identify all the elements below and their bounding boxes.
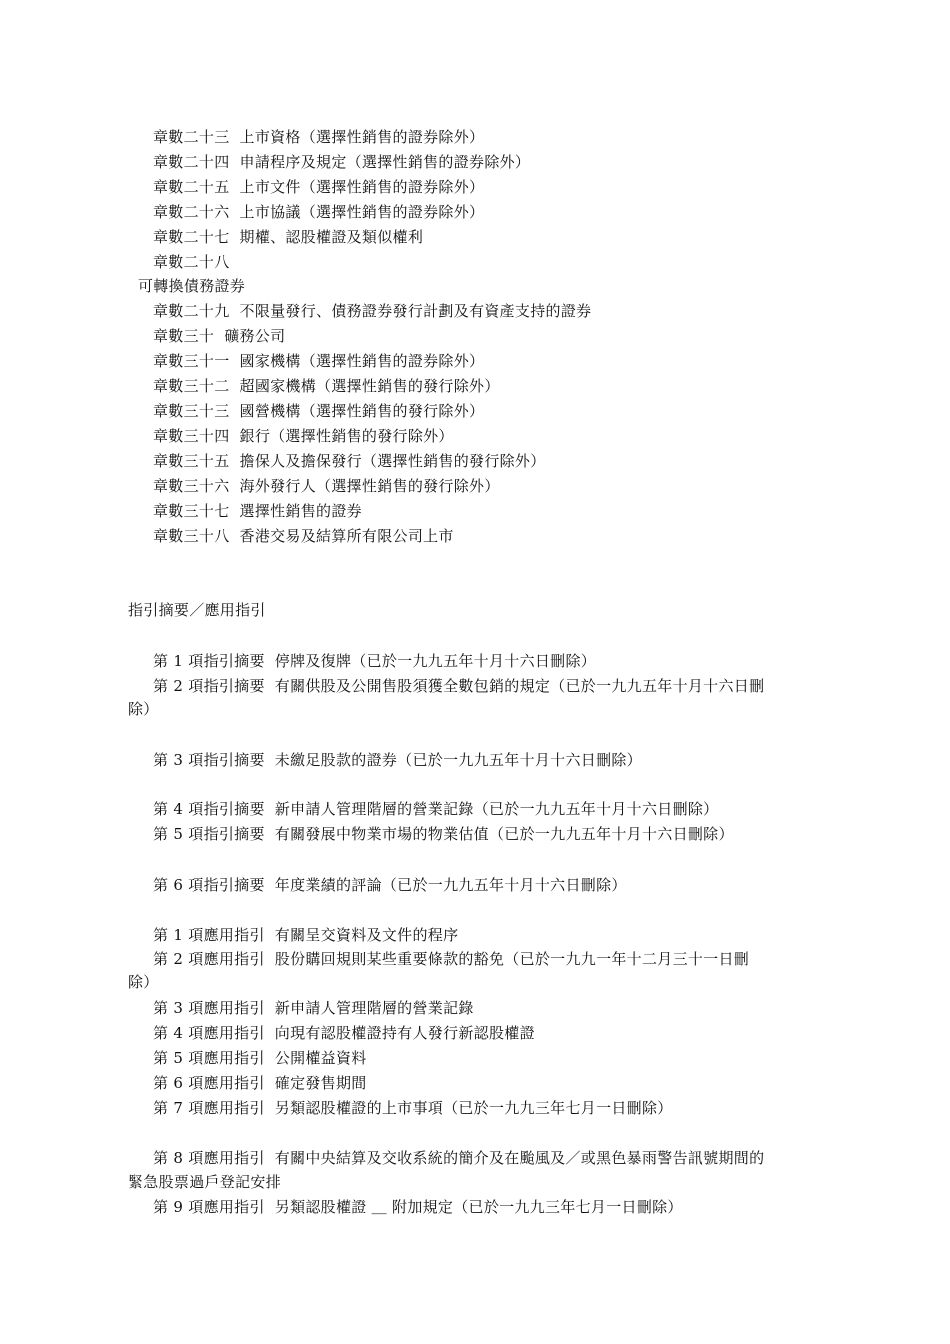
chapter-number: 章數三十七 xyxy=(153,502,230,520)
chapter-number: 章數二十三 xyxy=(153,128,230,146)
chapter-34 xyxy=(153,426,454,446)
chapter-33 xyxy=(153,401,484,421)
chapter-25 xyxy=(153,177,484,197)
item-number: 第 3 項指引摘要 xyxy=(153,751,265,769)
guidance-summary-4 xyxy=(153,799,718,819)
chapter-title: 超國家機構（選擇性銷售的發行除外） xyxy=(239,377,500,395)
chapter-title: 國家機構（選擇性銷售的證券除外） xyxy=(239,352,485,370)
chapter-title: 海外發行人（選擇性銷售的發行除外） xyxy=(239,477,500,495)
item-title: 停牌及復牌（已於一九九五年十月十六日刪除） xyxy=(274,652,597,670)
chapter-29 xyxy=(153,301,591,321)
guidance-summary-2 xyxy=(153,676,764,696)
item-number: 第 1 項應用指引 xyxy=(153,926,265,944)
item-title: 確定發售期間 xyxy=(274,1074,367,1092)
guidance-summary-5 xyxy=(153,824,734,844)
chapter-38 xyxy=(153,526,454,546)
item-number: 第 5 項應用指引 xyxy=(153,1049,265,1067)
practice-note-4 xyxy=(153,1023,535,1043)
chapter-number: 章數三十六 xyxy=(153,477,230,495)
chapter-title: 期權、認股權證及類似權利 xyxy=(239,228,424,246)
item-title: 新申請人管理階層的營業記錄 xyxy=(274,999,474,1017)
item-number: 第 2 項指引摘要 xyxy=(153,677,265,695)
chapter-number: 章數三十二 xyxy=(153,377,230,395)
chapter-title: 上市協議（選擇性銷售的證券除外） xyxy=(239,203,485,221)
chapter-26 xyxy=(153,202,484,222)
chapter-number: 章數三十八 xyxy=(153,527,230,545)
guidance-summary-2-continued: 除） xyxy=(128,700,159,718)
practice-note-2-continued: 除） xyxy=(128,973,159,991)
chapter-36 xyxy=(153,476,500,496)
practice-note-1 xyxy=(153,925,458,945)
item-number: 第 4 項指引摘要 xyxy=(153,800,265,818)
item-number: 第 8 項應用指引 xyxy=(153,1149,265,1167)
item-title: 未繳足股款的證券（已於一九九五年十月十六日刪除） xyxy=(274,751,642,769)
chapter-number: 章數二十六 xyxy=(153,203,230,221)
practice-note-6 xyxy=(153,1073,367,1093)
item-title: 另類認股權證的上市事項（已於一九九三年七月一日刪除） xyxy=(274,1099,673,1117)
item-title: 有關中央結算及交收系統的簡介及在颱風及／或黑色暴雨警告訊號期間的 xyxy=(274,1149,765,1167)
item-title: 另類認股權證 ＿ 附加規定（已於一九九三年七月一日刪除） xyxy=(274,1198,683,1216)
item-title: 股份購回規則某些重要條款的豁免（已於一九九一年十二月三十一日刪 xyxy=(274,950,750,968)
practice-note-8 xyxy=(153,1148,764,1168)
item-number: 第 3 項應用指引 xyxy=(153,999,265,1017)
item-number: 第 1 項指引摘要 xyxy=(153,652,265,670)
guidance-summary-1 xyxy=(153,651,596,671)
chapter-number: 章數三十五 xyxy=(153,452,230,470)
chapter-number: 章數二十四 xyxy=(153,153,230,171)
chapter-27 xyxy=(153,227,423,247)
item-title: 有關供股及公開售股須獲全數包銷的規定（已於一九九五年十月十六日刪 xyxy=(274,677,765,695)
item-title: 年度業績的評論（已於一九九五年十月十六日刪除） xyxy=(274,876,627,894)
chapter-30 xyxy=(153,326,285,346)
chapter-number: 章數二十九 xyxy=(153,302,230,320)
practice-note-3 xyxy=(153,998,474,1018)
chapter-number: 章數三十三 xyxy=(153,402,230,420)
chapter-35 xyxy=(153,451,546,471)
item-number: 第 5 項指引摘要 xyxy=(153,825,265,843)
item-title: 公開權益資料 xyxy=(274,1049,367,1067)
practice-note-5 xyxy=(153,1048,367,1068)
chapter-24 xyxy=(153,152,530,172)
chapter-37 xyxy=(153,501,362,521)
practice-note-7 xyxy=(153,1098,673,1118)
item-number: 第 7 項應用指引 xyxy=(153,1099,265,1117)
item-title: 向現有認股權證持有人發行新認股權證 xyxy=(274,1024,535,1042)
chapter-number: 章數三十四 xyxy=(153,427,230,445)
chapter-31 xyxy=(153,351,484,371)
practice-note-9 xyxy=(153,1197,683,1217)
chapter-title: 上市文件（選擇性銷售的證券除外） xyxy=(239,178,485,196)
item-title: 新申請人管理階層的營業記錄（已於一九九五年十月十六日刪除） xyxy=(274,800,719,818)
chapter-28-subtitle: 可轉換債務證券 xyxy=(138,277,246,295)
chapter-32 xyxy=(153,376,500,396)
section-heading: 指引摘要／應用指引 xyxy=(128,601,266,619)
chapter-28 xyxy=(153,252,230,272)
chapter-title: 銀行（選擇性銷售的發行除外） xyxy=(239,427,454,445)
chapter-23 xyxy=(153,127,484,147)
chapter-number: 章數二十五 xyxy=(153,178,230,196)
guidance-summary-3 xyxy=(153,750,642,770)
item-title: 有關發展中物業市場的物業估值（已於一九九五年十月十六日刪除） xyxy=(274,825,734,843)
chapter-title: 香港交易及結算所有限公司上市 xyxy=(239,527,454,545)
item-title: 有關呈交資料及文件的程序 xyxy=(274,926,459,944)
item-number: 第 9 項應用指引 xyxy=(153,1198,265,1216)
item-number: 第 2 項應用指引 xyxy=(153,950,265,968)
chapter-title: 申請程序及規定（選擇性銷售的證券除外） xyxy=(239,153,531,171)
chapter-number: 章數二十七 xyxy=(153,228,230,246)
chapter-number: 章數三十 xyxy=(153,327,215,345)
item-number: 第 4 項應用指引 xyxy=(153,1024,265,1042)
chapter-title: 國營機構（選擇性銷售的發行除外） xyxy=(239,402,485,420)
chapter-title: 不限量發行、債務證券發行計劃及有資產支持的證券 xyxy=(239,302,592,320)
item-number: 第 6 項應用指引 xyxy=(153,1074,265,1092)
chapter-title: 擔保人及擔保發行（選擇性銷售的發行除外） xyxy=(239,452,546,470)
practice-note-8-continued: 緊急股票過戶登記安排 xyxy=(128,1173,282,1191)
practice-note-2 xyxy=(153,949,749,969)
item-number: 第 6 項指引摘要 xyxy=(153,876,265,894)
chapter-title: 選擇性銷售的證券 xyxy=(239,502,362,520)
guidance-summary-6 xyxy=(153,875,627,895)
chapter-number: 章數二十八 xyxy=(153,253,230,271)
chapter-title: 礦務公司 xyxy=(224,327,286,345)
chapter-title: 上市資格（選擇性銷售的證券除外） xyxy=(239,128,485,146)
chapter-number: 章數三十一 xyxy=(153,352,230,370)
